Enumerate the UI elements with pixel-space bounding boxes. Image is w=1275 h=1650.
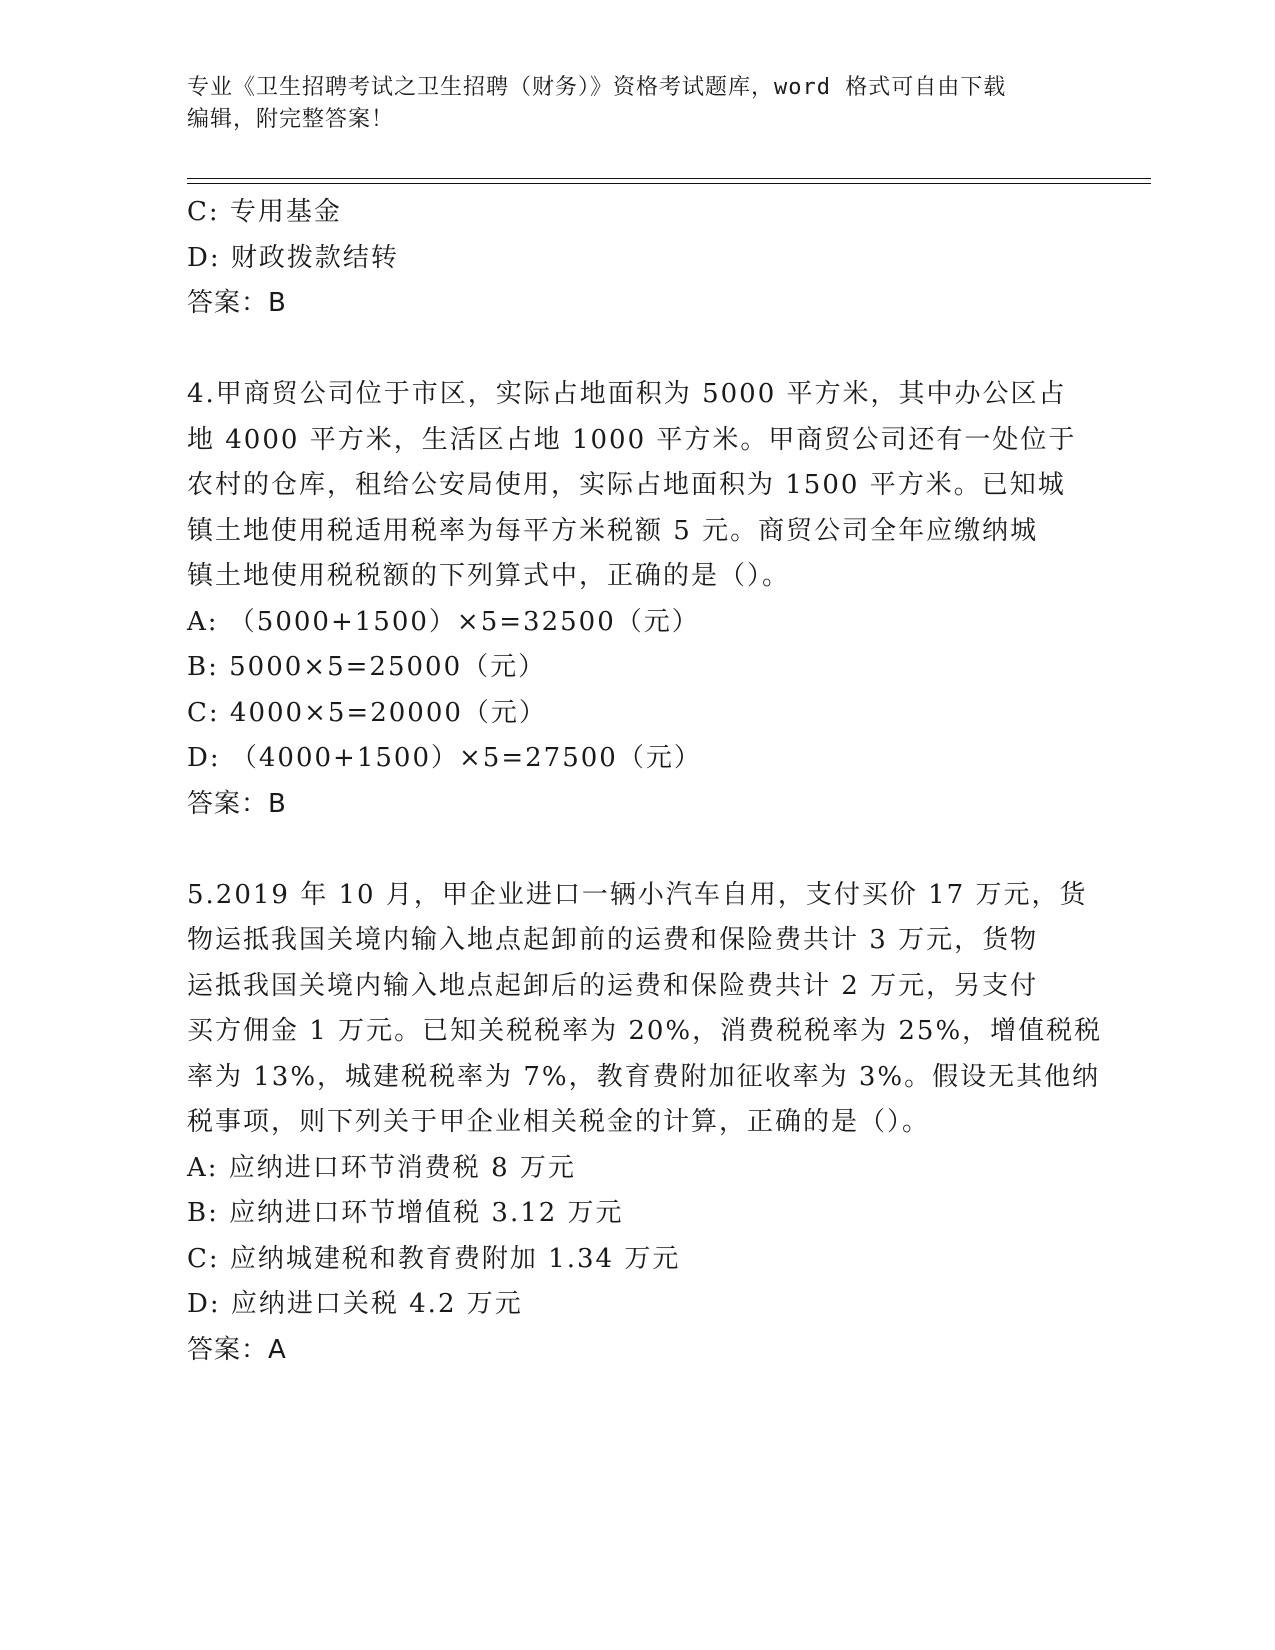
- option-d: D: 财政拨款结转: [187, 242, 399, 273]
- spacer: [187, 327, 1087, 373]
- option-c: C: 应纳城建税和教育费附加 1.34 万元: [187, 1243, 681, 1274]
- option-c: C: 专用基金: [187, 197, 342, 227]
- question-text-line: 农村的仓库，租给公安局使用，实际占地面积为 1500 平方米。已知城: [187, 470, 1066, 500]
- spacer: [187, 827, 1087, 873]
- option-d: D: （4000+1500）×5=27500（元）: [187, 743, 702, 773]
- question-text-line: 税事项，则下列关于甲企业相关税金的计算，正确的是（）。: [187, 1107, 931, 1137]
- header-divider-bottom: [187, 183, 1151, 184]
- header-line-2: 编辑，附完整答案！: [187, 107, 395, 132]
- answer: 答案：B: [187, 788, 287, 819]
- header-line-1: 专业《卫生招聘考试之卫生招聘（财务）》资格考试题库，word 格式可自由下载: [187, 75, 1007, 100]
- option-a: A: 应纳进口环节消费税 8 万元: [187, 1152, 576, 1183]
- question-text-line: 运抵我国关境内输入地点起卸后的运费和保险费共计 2 万元，另支付: [187, 970, 1039, 1001]
- document-header: [187, 72, 1067, 136]
- document-body: [187, 190, 1103, 1373]
- answer: 答案：B: [187, 288, 287, 318]
- question-text-line: 5.2019 年 10 月，甲企业进口一辆小汽车自用，支付买价 17 万元，货: [187, 879, 1088, 910]
- option-b: B: 5000×5=25000（元）: [187, 652, 547, 682]
- question-text-line: 物运抵我国关境内输入地点起卸前的运费和保险费共计 3 万元，货物: [187, 925, 1039, 955]
- option-d: D: 应纳进口关税 4.2 万元: [187, 1289, 523, 1319]
- header-divider-top: [187, 178, 1151, 179]
- question-text-line: 买方佣金 1 万元。已知关税税率为 20%，消费税税率为 25%，增值税税: [187, 1016, 1103, 1046]
- question-5: [187, 873, 1103, 1374]
- question-4: [187, 372, 1087, 827]
- option-b: B: 应纳进口环节增值税 3.12 万元: [187, 1198, 624, 1228]
- question-text-line: 率为 13%，城建税税率为 7%，教育费附加征收率为 3%。假设无其他纳: [187, 1061, 1101, 1092]
- question-text-line: 镇土地使用税适用税率为每平方米税额 5 元。商贸公司全年应缴纳城: [187, 515, 1039, 546]
- question-text-line: 地 4000 平方米，生活区占地 1000 平方米。甲商贸公司还有一处位于: [187, 424, 1077, 455]
- question-text-line: 镇土地使用税税额的下列算式中，正确的是（）。: [187, 561, 791, 591]
- answer: 答案：A: [187, 1334, 287, 1365]
- option-a: A: （5000+1500）×5=32500（元）: [187, 606, 700, 637]
- option-c: C: 4000×5=20000（元）: [187, 697, 547, 728]
- question-text-line: 4.甲商贸公司位于市区，实际占地面积为 5000 平方米，其中办公区占: [187, 379, 1067, 409]
- previous-question: [187, 190, 1087, 327]
